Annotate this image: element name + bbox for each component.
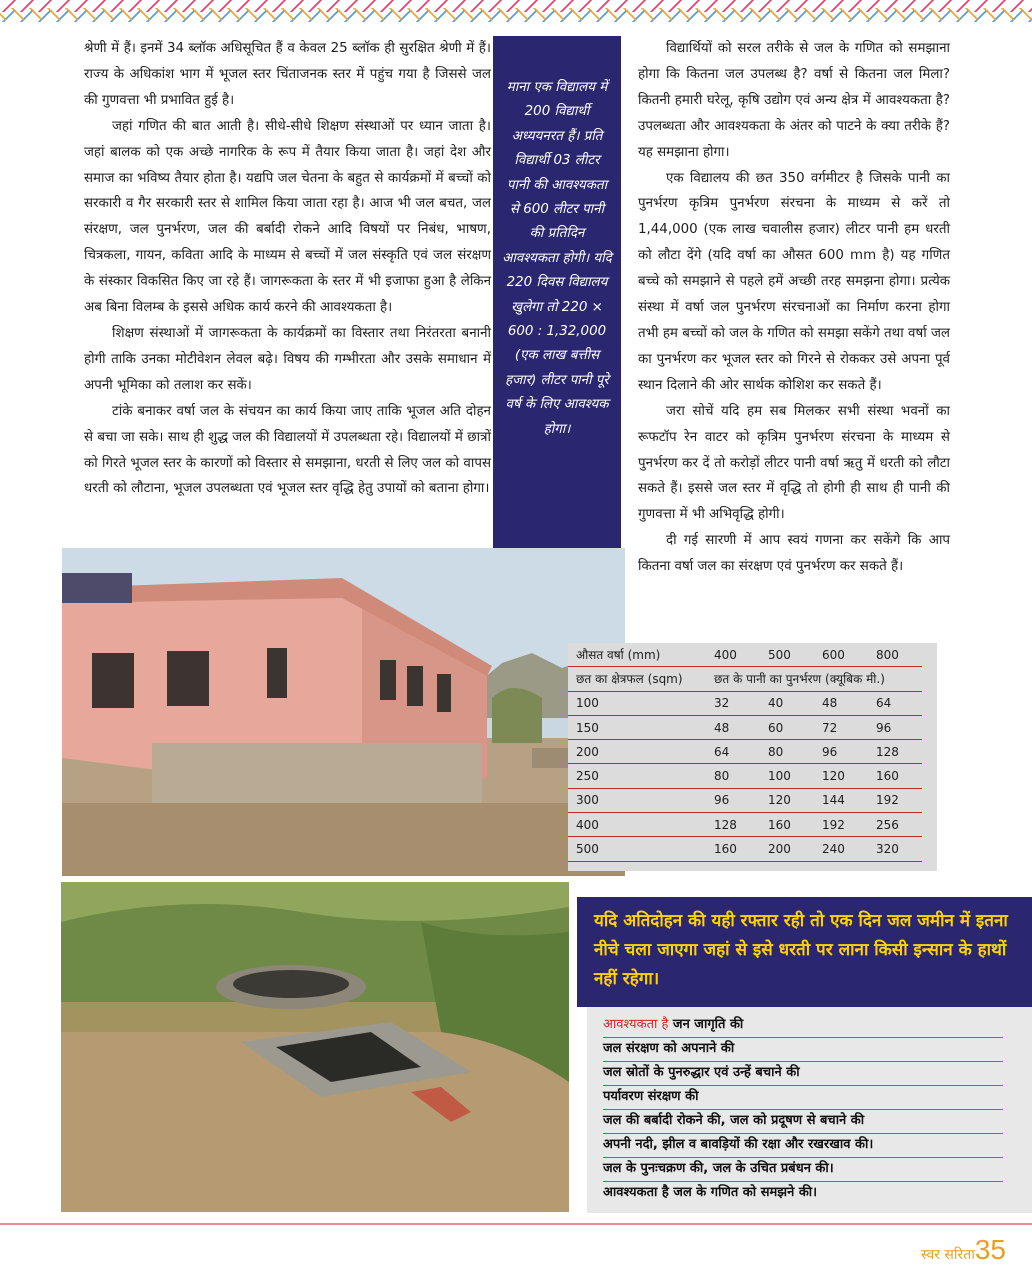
table-cell: 96 xyxy=(706,788,760,812)
paragraph: श्रेणी में हैं। इनमें 34 ब्लॉक अधिसूचित हैं व केवल 25 ब्लॉक ही सुरक्षित श्रेणी में हैं। राज्य के अधिकांश भाग में भूजल स्तर चिंताजनक स्तर में पहुंच गया है जिससे जल की गुणवत्ता भी प्रभावित हुई है। xyxy=(84,41,491,108)
table-cell: 64 xyxy=(868,691,922,715)
table-header-cell: औसत वर्षा (mm) xyxy=(568,643,706,667)
table-cell: 160 xyxy=(760,813,814,837)
table-row xyxy=(568,691,922,715)
table-cell: 48 xyxy=(706,715,760,739)
table-header-cell: छत का क्षेत्रफल (sqm) xyxy=(568,667,706,691)
list-item: जल संरक्षण को अपनाने की xyxy=(603,1037,1003,1062)
needs-list xyxy=(587,1007,1032,1213)
paragraph: शिक्षण संस्थाओं में जागरूकता के कार्यक्रमों का विस्तार तथा निरंतरता बनानी होगी ताकि उनका मोटीवेशन लेवल बढ़े। विषय की गम्भीरता और उसके समाधान में अपनी भूमिका को तलाश कर सकें। xyxy=(84,325,491,393)
table-cell: 32 xyxy=(706,691,760,715)
table-cell: 120 xyxy=(760,788,814,812)
table-cell: 100 xyxy=(568,691,706,715)
table-header-cell: 400 xyxy=(706,643,760,667)
recharge-pit-photo xyxy=(61,882,569,1212)
warning-box xyxy=(577,897,1032,1007)
table-row xyxy=(568,740,922,764)
table-cell: 500 xyxy=(568,837,706,861)
recharge-table xyxy=(568,643,937,871)
list-item: आवश्यकता है जल के गणित को समझने की। xyxy=(603,1185,818,1200)
table-header-row xyxy=(568,643,922,667)
paragraph: टांके बनाकर वर्षा जल के संचयन का कार्य किया जाए ताकि भूजल अति दोहन से बचा जा सके। साथ ही शुद्ध जल की विद्यालयों में उपलब्धता रहे। विद्यालयों में छात्रों को गिरते भूजल स्तर के कारणों को विस्तार से समझाना, धरती से लिए जल को वापस धरती को लौटाना, भूजल उपलब्धता एवं भूजल स्तर वृद्धि हेतु उपायों को बताना होगा। xyxy=(84,403,491,497)
table-cell: 80 xyxy=(760,740,814,764)
list-item: अपनी नदी, झील व बावड़ियों की रक्षा और रखरखाव की। xyxy=(603,1133,1003,1158)
page-folio xyxy=(921,1234,1006,1266)
table-cell: 128 xyxy=(706,813,760,837)
list-item: जल की बर्बादी रोकने की, जल को प्रदूषण से बचाने की xyxy=(603,1109,1003,1134)
table-row xyxy=(568,837,922,861)
table-row xyxy=(568,715,922,739)
table-cell: 320 xyxy=(868,837,922,861)
left-text-column xyxy=(84,36,491,502)
table-cell: 60 xyxy=(760,715,814,739)
magazine-name: स्वर सरिता xyxy=(921,1247,975,1263)
table-cell: 160 xyxy=(868,764,922,788)
table-cell: 240 xyxy=(814,837,868,861)
callout-text: माना एक विद्यालय में 200 विद्यार्थी अध्ययनरत हैं। प्रति विद्यार्थी 03 लीटर पानी की आवश्यकता से 600 लीटर पानी की प्रतिदिन आवश्यकता होगी। यदि 220 दिवस विद्यालय खुलेगा तो 220 × 600 : 1,32,000 (एक लाख बत्तीस हजार) लीटर पानी पूरे वर्ष के लिए आवश्यक होगा। xyxy=(502,80,612,437)
decorative-top-border xyxy=(0,0,1032,22)
table-cell: 80 xyxy=(706,764,760,788)
table-cell: 192 xyxy=(814,813,868,837)
callout-box xyxy=(493,36,621,597)
paragraph: जहां गणित की बात आती है। सीधे-सीधे शिक्षण संस्थाओं पर ध्यान जाता है। जहां बालक को एक अच्छे नागरिक के रूप में तैयार किया जाता है। जहां देश और समाज का भविष्य तैयार होता है। यद्यपि जल चेतना के बहुत से कार्यक्रमों में बच्चों को सरकारी व गैर सरकारी स्तर से शामिल किया जाता रहा है। आज भी जल बचत, जल संरक्षण, जल पुनर्भरण, जल की बर्बादी रोकने आदि विषयों पर निबंध, भाषण, चित्रकला, गायन, कविता आदि के माध्यम से बच्चों में जल संस्कृति एवं जल संरक्षण के संस्कार विकसित किए जा रहे हैं। जागरूकता के स्तर में भी इजाफा हुआ है लेकिन अब बिना विलम्ब के इससे अधिक कार्य करने की आवश्यकता है। xyxy=(84,118,491,316)
right-text-column xyxy=(638,36,950,580)
table-header-cell: 600 xyxy=(814,643,868,667)
table-cell: 160 xyxy=(706,837,760,861)
table-cell: 200 xyxy=(760,837,814,861)
needs-lead-label: आवश्यकता है xyxy=(603,1017,669,1032)
table-cell: 96 xyxy=(814,740,868,764)
table-cell: 400 xyxy=(568,813,706,837)
table-cell: 200 xyxy=(568,740,706,764)
list-item: जल स्रोतों के पुनरुद्धार एवं उन्हें बचाने की xyxy=(603,1061,1003,1086)
table-cell: 300 xyxy=(568,788,706,812)
table-cell: 250 xyxy=(568,764,706,788)
table-cell: 128 xyxy=(868,740,922,764)
paragraph: दी गई सारणी में आप स्वयं गणना कर सकेंगे कि आप कितना वर्षा जल का संरक्षण एवं पुनर्भरण कर सकते हैं। xyxy=(638,533,950,575)
table-cell: 40 xyxy=(760,691,814,715)
school-building-photo xyxy=(62,548,625,876)
table-row xyxy=(568,813,922,837)
table-header-row xyxy=(568,667,922,691)
table-cell: 48 xyxy=(814,691,868,715)
footer-rule xyxy=(0,1223,1032,1225)
table-row xyxy=(568,764,922,788)
table-cell: 96 xyxy=(868,715,922,739)
table-cell: 192 xyxy=(868,788,922,812)
needs-lead-text: जन जागृति की xyxy=(672,1017,744,1032)
paragraph: विद्यार्थियों को सरल तरीके से जल के गणित को समझाना होगा कि कितना जल उपलब्ध है? वर्षा से कितना जल मिला? कितनी हमारी घरेलू, कृषि उद्योग एवं अन्य क्षेत्र में आवश्यकता है? उपलब्धता और आवश्यकता के अंतर को पाटने के क्या तरीके हैं? यह समझाना होगा। xyxy=(638,41,950,160)
table-cell: 64 xyxy=(706,740,760,764)
paragraph: जरा सोचें यदि हम सब मिलकर सभी संस्था भवनों का रूफटॉप रेन वाटर को कृत्रिम पुनर्भरण संरचना के माध्यम से पुनर्भरण कर दें तो करोड़ों लीटर पानी वर्षा ऋतु में धरती को लौटा सकते हैं। इससे जल स्तर में वृद्धि तो होगी ही साथ ही पानी की गुणवत्ता में भी अभिवृद्धि होगी। xyxy=(638,403,950,523)
warning-text: यदि अतिदोहन की यही रफ्तार रही तो एक दिन जल जमीन में इतना नीचे चला जाएगा जहां से इसे धरती पर लाना किसी इन्सान के हाथों नहीं रहेगा। xyxy=(594,911,1008,989)
table-row xyxy=(568,788,922,812)
table-cell: 144 xyxy=(814,788,868,812)
table-header-cell: 500 xyxy=(760,643,814,667)
paragraph: एक विद्यालय की छत 350 वर्गमीटर है जिसके पानी का पुनर्भरण कृत्रिम पुनर्भरण संरचना के माध्यम से करें तो 1,44,000 (एक लाख चवालीस हजार) लीटर पानी हम धरती को लौटा देंगे (यदि वर्षा का औसत 600 mm है) यह गणित बच्चे को समझाने से पहले हमें अच्छी तरह समझना होगा। प्रत्येक संस्था में वर्षा जल पुनर्भरण संरचनाओं का निर्माण करना होगा तभी हम बच्चों को जल के गणित को समझा सकेंगे तथा वर्षा जल का पुनर्भरण कर भूजल स्तर को गिरने से रोककर उसे अपना पूर्व स्थान दिलाने की ओर सार्थक कोशिश कर सकते हैं। xyxy=(638,170,950,393)
table-cell: 256 xyxy=(868,813,922,837)
table-cell: 100 xyxy=(760,764,814,788)
table-cell: 120 xyxy=(814,764,868,788)
table-cell: 150 xyxy=(568,715,706,739)
list-item: जल के पुनःचक्रण की, जल के उचित प्रबंधन की। xyxy=(603,1157,1003,1182)
table-cell: 72 xyxy=(814,715,868,739)
page-number: 35 xyxy=(974,1234,1006,1265)
list-item: पर्यावरण संरक्षण की xyxy=(603,1085,1003,1110)
table-header-cell: छत के पानी का पुनर्भरण (क्यूबिक मी.) xyxy=(706,667,922,691)
table-header-cell: 800 xyxy=(868,643,922,667)
list-item xyxy=(603,1013,1003,1038)
